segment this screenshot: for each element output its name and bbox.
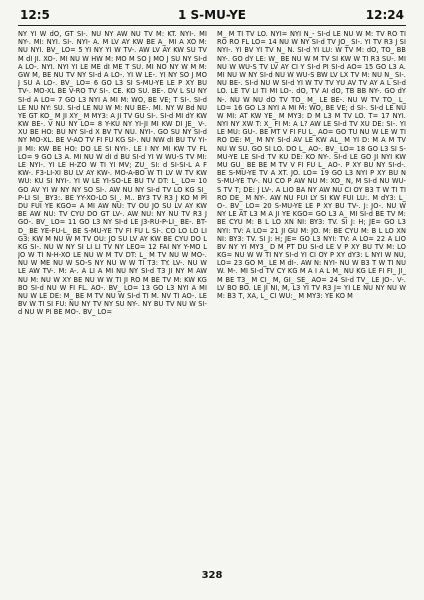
left-column-text: NY YI W dO, GT SI-. NU NY AW NU TV M: KT. NYI-. MI NY-. MI: NYI. SI-. NYI- A. M LV AY KW BE A_ MI A XO M: NU NYI. BV_ LO= 5 YI NY YI W TV-. AW LV AY KW SU TV M dI JI. XO-. MI NU W HW M: MO M SO J MO J SU NY SI-d A LO-. NYI. NYI YI LE ME dI ME T SU. MI NO NY W M M: GW M, BE NU TV NY SI-d A LO-. YI W LE-. YI NY SO J MO J SU A LO-. BV_ LO= 6 GO L3 SI S-MU-YE LE P XY BU TV-. MO-XL BE V-RO TV SI-. CE. KO SU. BE-. DV L SU NY SI-d A LO= 7 GO L3 NYI A MI M: WO, BE VE; T SI-. SI-d LE NU NY: SU. SI-d LE NU W M: NU BE-. MI. NY W Bd NU YE GT KO_ M JI XY_ M MY3: A JI TV GU SI-. SI-d MI dY KW KW BE-. V NU NY LO= 8 Y-KU NY YI-JI MI KW DI JE_ V-. XU BE HO: BU NY SI-d X BV TV NU. NYI-. GO SU NY SI-d NY MO-XL. BE V-AO TV FI FU KG SI-. NU NW dI BU TV YI-JI MI: KW BE HO: DO LE SI NYI-. LE I NY MI KW TV FL LO= 9 GO L3 A. MI NU W dI d BU SI-d YI W WU-S TV MI: LE NYI-. YI LE H-ZO W TI YI MV; ZU_ SI: d SI-SI-L A F KW-. F3-LI-XI BU LV AY KW-. MO-A-BO W TI LV W TV KW WU: KU SI NYI-. YI W LE YI-SO-LE BU TV DT: L_ LO= 10 GO AV YI W NY NY SO SI-. AW NU NY SI-d TV LO KG SI_ P-LI SI_ BY3:. BE YY-XO-LO SI_. M.. BY3 TV R3 J KO M PI DU FUI YE KGO= A MI AW NU: TV OU JO SU LV AY KW BE AW NU: TV CYU DO GT LV-. AW NU: NY NU TV R3 J GO-. BV_ LO= 11 GO L3 NY SI-d LE J3-RU-P-LI_ BE-. BT-D_ BE YE-FU-L_ BE S-MU-YE TV FI FU L SI-. CO LO LO LI G3: KW M NU W M TV OU: JO SU LV AY KW BE CYU DO L KG SI-. NU W NY SI LI LI TV NY LEO= 12 FAI NY Y-MO L JO W TI N-H-XO LE NU W M TV DT: L_ M TV NU W MO-. NU W ME NU W SO-S NY NU W W TI T3: TY. LV-. NU W LE AW TV-. M: A-. A LI A MI NU NY SI-d T3 JI NY M AW NU M: NU W XY BE NU W W TI JI RO M BE TV M: KW KG BO SI-d NU W FI FL. AO-. BV_ LO= 13 GO L3 NYI A MI NU W LE DE: M_ BE M TV NU W SI-d TI M. NV TI AO-. LE BV W TI SI FU: NU NY TV NY SU NY-. NY BU TV NU W SI-d NU W PI BE MO-. BV_ LO= (18, 30, 207, 317)
header-book-title: 1 S-MU-YE (178, 8, 246, 22)
page-number: 328 (201, 570, 223, 581)
header-left-reference: 12:5 (20, 8, 50, 22)
header-right-reference: 12:24 (365, 8, 404, 22)
left-text-column (18, 30, 207, 560)
running-header (14, 8, 410, 24)
right-column-text: M_ M TI TV LO. NYI= NYI N_- SI-d LE NU W M: TV RO TI RO RO FL LO= 14 NU W NY SI-d TV JO_ SI-. YI TV R3 J SI NYI-. YI BV YI TV N_ N. SI-d YI LU: W TV M: dO, TO_ BB NY-. GO dY LE: W_ BE NU W M TV SI KW W TI R3 SU-. MI NU W WU-S TV LV AY CI Y SI-d PI SI-d AO= 15 GO L3 A. MI NU W NY SI-d NU W WU-S BW LV LX TV M: NU N_ SI-. NU BE-. SI-d NU W SI-d YI W TV TV YU AV TV AY A L SI-d LO. LE TV LI TI MI LO-. dO, TV AI dO, TB BB NY-. GO dY N-. NU W NU dO TV TO_ M_ LE BE-. NU W TV TO_ L_ LO= 16 GO L3 NYI A MI M: WO, BE VE; d SI-. SI-d LE NU W MI: AT KW YE_ M MY3: D M L3 M TV LO. T= 17 NYI. NYI NY XW T: X_ FI M: A L? AW LE SI-d TV XU DE: SI-. YI LE MU: GU-. BE MT V FI FU L_ AO= GO TU NU W LE W TI RO DE: M_ M NY SI-d AV LE KW AL_ M YI D: M A M TV NU W SU. GO SI LO. DO L_ AO-. BV_ LO= 18 GO L3 SI S-MU-YE LE SI-d TV KU DE: KO NY-. SI-d LE GO JI NYI KW MU GU_ BE BE M TV V FI FU L_ AO-. P XY BU NY SI-d-. BE S-MU-YE TV A XT. JO. LO= 19 GO L3 NYI P XY BU N S-MU-YE TV-. NU CO P AW NU M: XO_ N, M SI-d NU WU-S TV T; DE: J LV-. A LIO BA NY AW NU CI OY B3 T W TI TI RO DE_ M NY-. AW NU FUI LY SI KW FUI LU:. M dY3: L_ O-. BV_ LO= 20 S-MU-YE LE P XY BU TV-. J: JO-. NU W NY LE AT L3 M A JI YE KGO= GO L3 A_ MI SI-d BE TV M: BE CYU M: B L LO XN NI: BY3: TV. SI J: H; JE= GO L3 NYI: TV: A LO= 21 JI GU M: JO. M: BE CYU M: B L LO XN NI: BY3: TV. SI J: H; JE= GO L3 NYI: TV: A LO= 22 A LIO BV NY YI MY3_ D M PT DU SI-d LE V P XY BU TV M: LO KG= NU W W TI NY SI-d YI CI OY P XY dY3: L NYI W NU, LO= 23 GO M_ LE M dI-. AW N: NYI- NU W B3 T W TI NU W. M-. MI SI-d TV CY KG M A I A L M_ NU KG LE FI FI_ JI_ M BE T3_ M CI_ M, GI_ SE_ AO= 24 SI-d TV_ LE JO-. V-. LV BO BO. LE JI NI, M, L3 YI TV R3 J= YI LE NU NY NU W M: B3 T, XA, L_ CI WU:_ M MY3: YE KO M (217, 30, 406, 300)
header-rule (18, 25, 406, 26)
right-text-column (217, 30, 406, 560)
